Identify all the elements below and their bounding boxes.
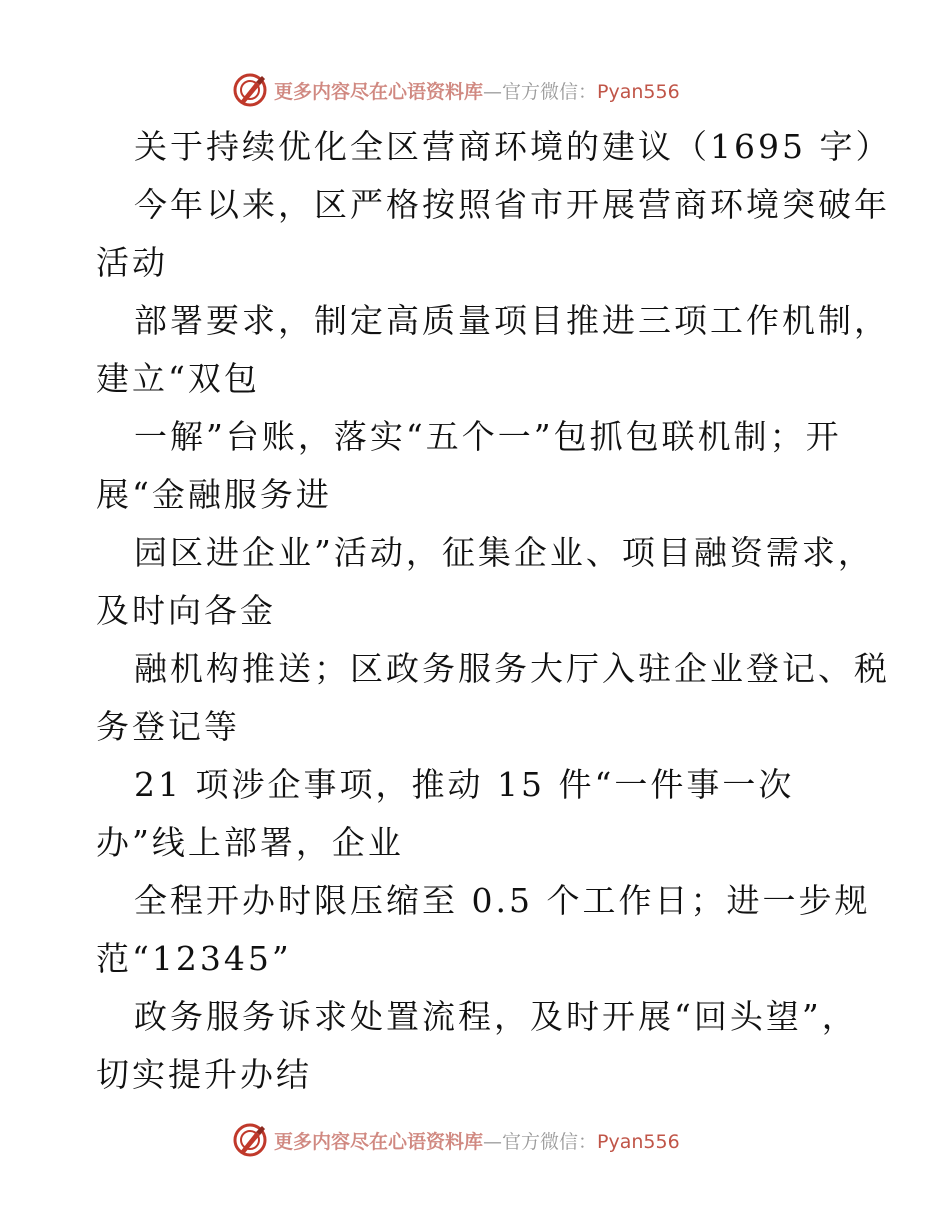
watermark-footer bbox=[232, 1120, 752, 1160]
text-line: 范“12345” bbox=[96, 939, 292, 978]
text-line: 办”线上部署，企业 bbox=[96, 823, 404, 862]
text-line: 今年以来，区严格按照省市开展营商环境突破年 bbox=[134, 185, 890, 224]
text-line: 园区进企业”活动，征集企业、项目融资需求， bbox=[134, 533, 874, 572]
document-body bbox=[96, 118, 892, 1104]
text-line: 部署要求，制定高质量项目推进三项工作机制， bbox=[134, 301, 890, 340]
watermark-text: 更多内容尽在心语资料库—官方微信：Pyan556 bbox=[274, 80, 680, 103]
document-title: 关于持续优化全区营商环境的建议（1695 字） bbox=[134, 127, 892, 166]
text-line: 务登记等 bbox=[96, 707, 240, 746]
text-line: 全程开办时限压缩至 0.5 个工作日；进一步规 bbox=[134, 881, 871, 920]
text-line: 切实提升办结 bbox=[96, 1055, 312, 1094]
text-line: 建立“双包 bbox=[96, 359, 260, 398]
pen-logo-icon bbox=[232, 72, 268, 108]
text-line: 活动 bbox=[96, 243, 168, 282]
text-line: 一解”台账，落实“五个一”包抓包联机制；开 bbox=[134, 417, 842, 456]
watermark-header bbox=[232, 70, 752, 110]
text-line: 及时向各金 bbox=[96, 591, 276, 630]
watermark-text: 更多内容尽在心语资料库—官方微信：Pyan556 bbox=[274, 1130, 680, 1153]
text-line: 21 项涉企事项，推动 15 件“一件事一次 bbox=[134, 765, 795, 804]
text-line: 融机构推送；区政务服务大厅入驻企业登记、税 bbox=[134, 649, 890, 688]
pen-logo-icon bbox=[232, 1122, 268, 1158]
text-line: 政务服务诉求处置流程，及时开展“回头望”， bbox=[134, 997, 858, 1036]
text-line: 展“金融服务进 bbox=[96, 475, 332, 514]
